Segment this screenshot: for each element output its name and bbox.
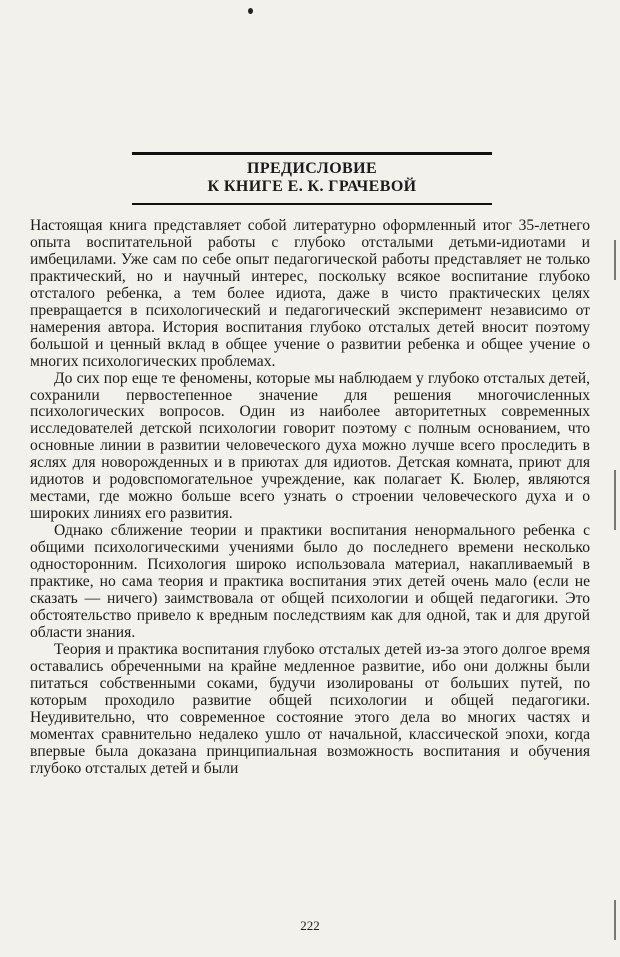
paragraph-4: Теория и практика воспитания глубоко отсталых детей из-за этого долгое время оставались обреченными на крайне медленное развитие, ибо они должны были питаться собственными соками, будучи изолированы от больших путей, по которым проходило развитие общей психологии и общей педагогики. Неудивительно, что современное состояние этого дела во многих частях и моментах сравнительно недалеко ушло от начальной, классической эпохи, когда впервые была доказана принципиальная возможность воспитания и обучения глубоко отсталых детей и были	[30, 640, 590, 777]
page-number: 222	[300, 918, 320, 933]
paragraph-2: До сих пор еще те феномены, которые мы наблюдаем у глубоко отсталых детей, сохранили первостепенное значение для решения многочисленных психологических вопросов. Один из наиболее авторитетных современных исследователей детской психологии говорит поэтому с полным основанием, что основные линии в развитии человеческого духа можно лучше всего проследить в яслях для новорожденных и в приютах для идиотов. Детская комната, приют для идиотов и родовспомогательное учреждение, как полагает К. Бюлер, являются местами, где можно больше всего узнать о строении человеческого духа и о широких линиях его развития.	[30, 369, 590, 523]
scan-edge-mark	[614, 900, 616, 940]
heading-line-1: ПРЕДИСЛОВИЕ	[246, 160, 378, 177]
body-text	[30, 218, 590, 777]
heading-line-2: К КНИГЕ Е. К. ГРАЧЕВОЙ	[207, 178, 417, 195]
chapter-heading	[132, 160, 492, 196]
heading-top-rule	[132, 152, 492, 155]
heading-bottom-rule	[132, 203, 492, 205]
ink-speck	[248, 8, 253, 14]
scan-edge-mark	[614, 240, 616, 280]
paragraph-3: Однако сближение теории и практики воспитания ненормального ребенка с общими психологическими учениями было до последнего времени несколько односторонним. Психология широко использовала материал, накапливаемый в практике, но сама теория и практика воспитания этих детей очень мало (если не сказать — ничего) заимствовала от общей психологии и общей педагогики. Это обстоятельство привело к вредным последствиям как для одной, так и для другой области знания.	[30, 522, 590, 641]
paragraph-1: Настоящая книга представляет собой литературно оформленный итог 35-летнего опыта воспитательной работы с глубоко отсталыми детьми-идиотами и имбецилами. Уже сам по себе опыт педагогической работы представляет не только практический, но и научный интерес, поскольку всякое воспитание глубоко отсталого ребенка, а тем более идиота, даже в чисто практических целях превращается в психологический и педагогический эксперимент независимо от намерения автора. История воспитания глубоко отсталых детей вносит поэтому большой и ценный вклад в общее учение о развитии ребенка и общее учение о многих психологических проблемах.	[30, 217, 590, 370]
scan-edge-mark	[614, 470, 616, 530]
